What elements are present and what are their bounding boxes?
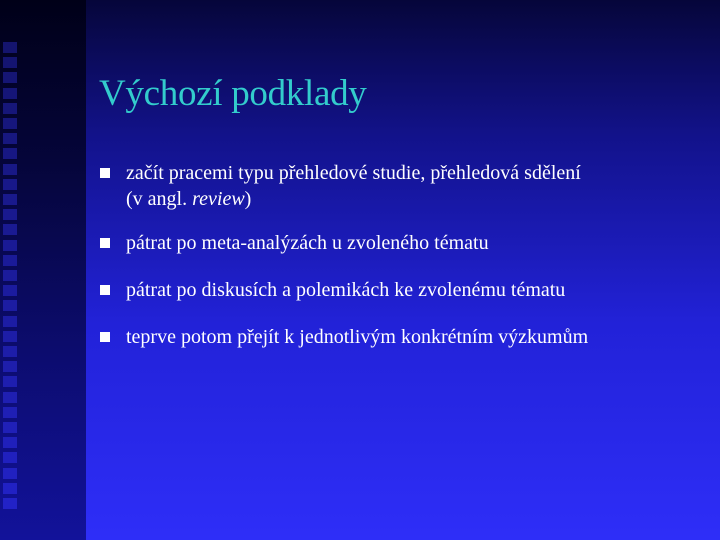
decorative-square bbox=[3, 285, 17, 296]
decorative-square bbox=[3, 255, 17, 266]
decorative-square bbox=[3, 300, 17, 311]
decorative-square bbox=[3, 270, 17, 281]
decorative-square bbox=[3, 316, 17, 327]
decorative-square bbox=[3, 437, 17, 448]
decorative-square bbox=[3, 148, 17, 159]
decorative-square bbox=[3, 468, 17, 479]
bullet-text: pátrat po diskusích a polemikách ke zvolenému tématu bbox=[126, 279, 566, 301]
decorative-square bbox=[3, 133, 17, 144]
decorative-square bbox=[3, 376, 17, 387]
decorative-square bbox=[3, 452, 17, 463]
bullet-line-suffix: ) bbox=[244, 188, 252, 210]
square-bullet-icon bbox=[100, 285, 110, 295]
slide-title: Výchozí podklady bbox=[99, 73, 367, 114]
decorative-square-column bbox=[3, 0, 21, 540]
decorative-square bbox=[3, 240, 17, 251]
decorative-square bbox=[3, 209, 17, 220]
decorative-square bbox=[3, 164, 17, 175]
bullet-line bbox=[126, 186, 696, 212]
decorative-square bbox=[3, 498, 17, 509]
decorative-square bbox=[3, 57, 17, 68]
decorative-square bbox=[3, 407, 17, 418]
bullet-text bbox=[126, 160, 696, 212]
decorative-square bbox=[3, 72, 17, 83]
decorative-square bbox=[3, 179, 17, 190]
decorative-square bbox=[3, 346, 17, 357]
bullet-text: teprve potom přejít k jednotlivým konkrétním výzkumům bbox=[126, 326, 589, 348]
decorative-square bbox=[3, 88, 17, 99]
decorative-square bbox=[3, 103, 17, 114]
square-bullet-icon bbox=[100, 168, 110, 178]
bullet-line-prefix: (v angl. bbox=[126, 188, 193, 210]
square-bullet-icon bbox=[100, 332, 110, 342]
decorative-square bbox=[3, 331, 17, 342]
decorative-square bbox=[3, 361, 17, 372]
decorative-square bbox=[3, 42, 17, 53]
bullet-line: začít pracemi typu přehledové studie, přehledová sdělení bbox=[126, 162, 581, 184]
decorative-square bbox=[3, 224, 17, 235]
bullet-emphasis: review bbox=[192, 188, 245, 210]
decorative-square bbox=[3, 483, 17, 494]
decorative-square bbox=[3, 194, 17, 205]
decorative-square bbox=[3, 422, 17, 433]
decorative-square bbox=[3, 392, 17, 403]
bullet-text: pátrat po meta-analýzách u zvoleného tématu bbox=[126, 232, 489, 254]
left-decorative-band bbox=[0, 0, 86, 540]
decorative-square bbox=[3, 118, 17, 129]
square-bullet-icon bbox=[100, 238, 110, 248]
